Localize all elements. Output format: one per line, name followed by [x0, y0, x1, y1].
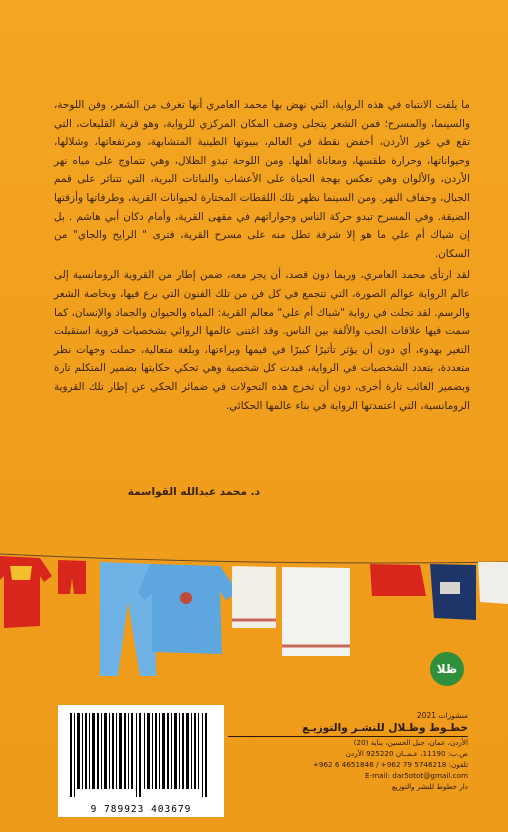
- author-signature: د. محمد عبدالله القواسمة: [127, 486, 260, 498]
- publisher-social: دار خطوط للنشر والتوزيع: [391, 782, 468, 791]
- publisher-phone: تلفون: 5746218 79 962+ / 4651846 6 962+: [312, 760, 468, 769]
- isbn-number: 9 789923 403679: [90, 804, 192, 815]
- publisher-pobox: ص.ب: 11190، عـمــان 925220 الأردن: [345, 749, 468, 758]
- publisher-info: [228, 683, 468, 792]
- blue-shirt: [138, 564, 238, 654]
- red-shirt-right: [370, 564, 426, 596]
- blurb-paragraph-2: لقد ارتأى محمد العامري، وربما دون قصد، أن يجر معه، ضمن إطار من القروية الرومانسية إلى عالم الرواية عوالم الصورة، التي تتجمع في كل فن من تلك الفنون التي برع فيها، وبخاصة الشعر والرسم. لقد تجلت في رواية "شباك أم علي" معالم القرية: المياه والحيوان والجماد والإنسان، كما سمت فيها علاقات الحب والألفة بين الناس. وقد اغتنى عالمها الروائي بشخصيات قروية استقبلت التغير بهدوء، أي دون أن يؤثر تأثيرًا كبيرًا في قيمها وبراءتها، وبلغة متعالية، حملت وجهات نظر متعددة، بتعدد الشخصيات في الرواية، فبدت كل شخصية وهي تحكي حكايتها بضمير المتكلم تارة وبضمير الغائب تارة أخرى، دون أن تخرج هذه التحولات في ضمائر الحكي عن إطار تلك القروية الرومانسية، التي اعتمدتها الرواية في بناء عالمها الحكائي.: [54, 269, 470, 412]
- publication-year-text: منشورات 2021: [416, 711, 468, 720]
- isbn-barcode: [58, 705, 224, 817]
- white-sheet: [282, 567, 350, 656]
- blurb-paragraph-1: ما يلفت الانتباه في هذه الرواية، التي نهض بها محمد العامري أنها تغرف من الشعر، وفن اللوحة، والسينما، والمسرح؛ فمن الشعر يتجلى وصف المكان المركزي للرواية، وهو قرية القليعات، التي تقع في غور الأردن، أخفض نقطة في العالم، ببيوتها الطينية المتشابهة، ومرتفعاتها، وشلالها، وحيواناتها، وحرارة طقسها، ومعاناة أهلها. ومن اللوحة تبدو الظلال، وهي تتماوج على مياه نهر الأردن، والألوان وهي تعكس بهجة الحياة على الأعشاب والنباتات البرية، التي تتناثر على قمم الجبال، وحفاف النهر. ومن السينما نظهر تلك اللقطات المختارة لحيوانات القرية، وطرقاتها وأزقتها الضيقة. وفي المسرح تبدو حركة الناس وحواراتهم في مقهى القرية، وأمام دكان أبي هاشم . بل إن شباك أم علي ما هو إلا شرفة تطل منه على مسرح القرية، فترى " الرايح والجاي" من السكان.: [54, 99, 470, 260]
- publisher-name: خطـوط وظـلال للنشـر والتوزيـع: [228, 722, 468, 737]
- publisher-address: الأردن، عمان، جبل الحسين، بناية (20): [353, 738, 468, 747]
- publisher-logo: ظلا: [430, 652, 464, 686]
- barcode-bars: [58, 705, 224, 801]
- publication-year: [228, 711, 468, 720]
- red-shorts: [58, 560, 86, 594]
- white-shirt-right: [478, 562, 508, 604]
- blurb-text: [54, 96, 470, 418]
- publisher-email: E-mail: dar5otot@gmail.com: [365, 771, 468, 780]
